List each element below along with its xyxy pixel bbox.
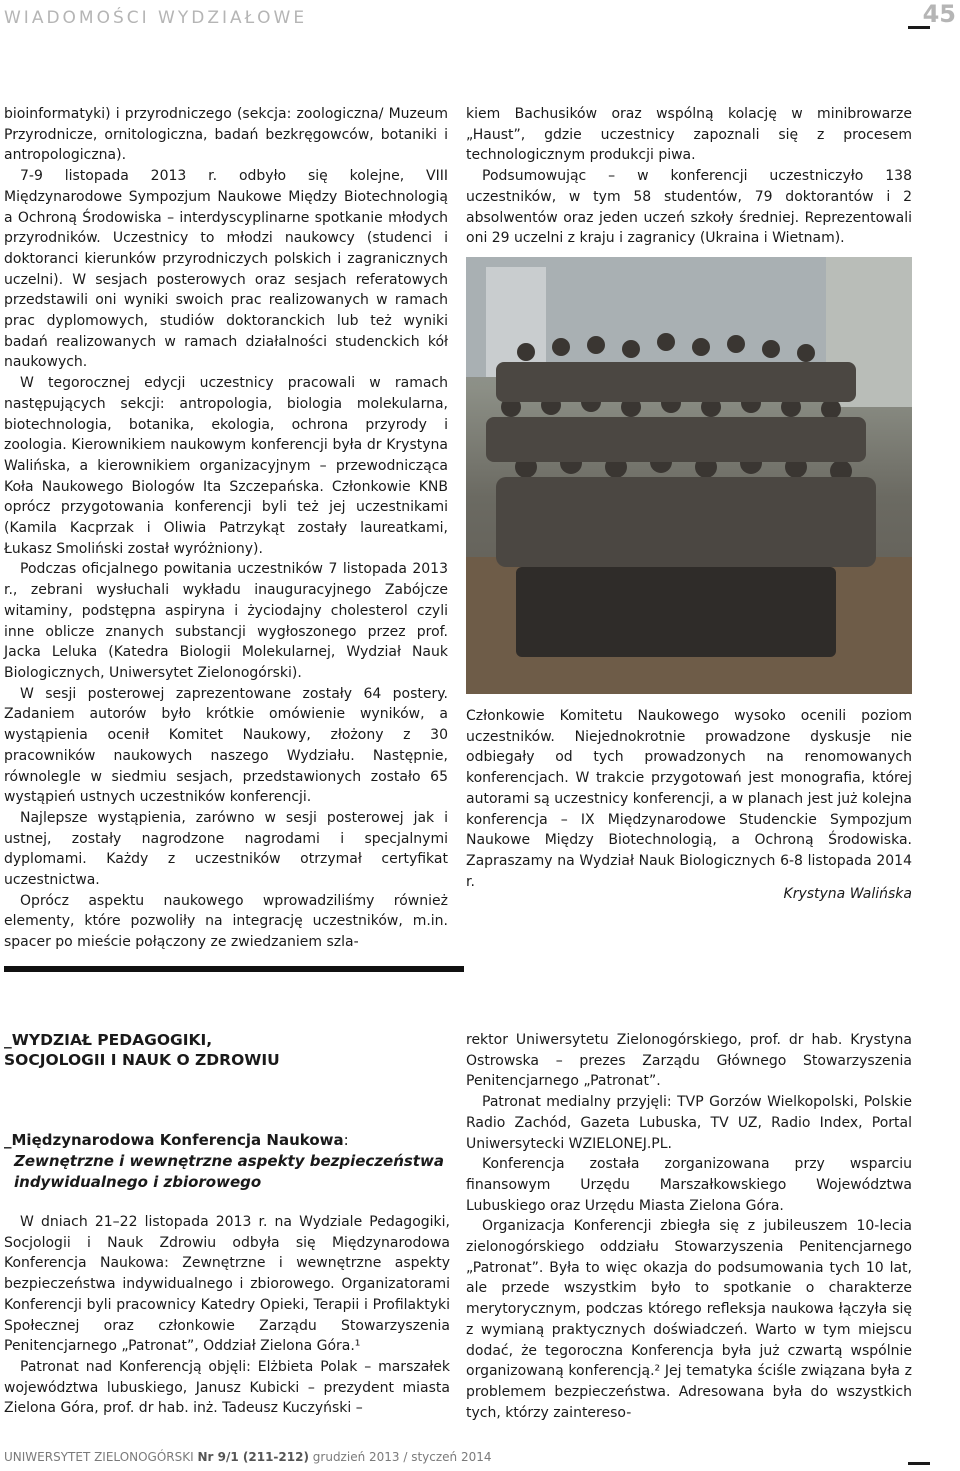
article1-column-left (4, 104, 448, 953)
paragraph: W dniach 21–22 listopada 2013 r. na Wydziale Pedagogiki, Socjologii i Nauk Zdrowiu odbyła się Międzynarodowa Konferencja Naukowa: Zewnętrzne i wewnętrzne aspekty bezpieczeństwa indywidualnego i zbiorowego. Organizatorami Konferencji byli pracownicy Katedry Opieki, Terapii i Profilaktyki Społecznej oraz członkowie Zarządu Stowarzyszenia Penitencjarnego „Patronat”, Oddział Zielona Góra.¹ (4, 1214, 450, 1355)
footer-issue: Nr 9/1 (211-212) (197, 1450, 309, 1464)
paragraph: rektor Uniwersytetu Zielonogórskiego, prof. dr hab. Krystyna Ostrowska – prezes Zarządu Głównego Stowarzyszenia Penitencjarnego „Patronat”. (466, 1032, 912, 1090)
paragraph: Podsumowując – w konferencji uczestniczyło 138 uczestników, w tym 58 studentów, 79 doktorantów i 2 absolwentów oraz jeden uczeń szkoły średniej. Reprezentowali oni 29 uczelni z kraju i zagranicy (Ukraina i Wietnam). (466, 168, 912, 247)
faculty-heading-line1: _WYDZIAŁ PEDAGOGIKI, (4, 1031, 213, 1049)
paragraph: Oprócz aspektu naukowego wprowadziliśmy również elementy, które pozwoliły na integrację uczestników, m.in. spacer po mieście połączony ze zwiedzaniem szla- (4, 892, 448, 951)
paragraph: Konferencja została zorganizowana przy wsparciu finansowym Urzędu Marszałkowskiego Województwa Lubuskiego oraz Urzędu Miasta Zielona Góra. (466, 1156, 912, 1214)
paragraph: Najlepsze wystąpienia, zarówno w sesji posterowej jak i ustnej, zostały nagrodzone nagrodami i specjalnymi dyplomami. Każdy z uczestników otrzymał certyfikat uczestnictwa. (4, 809, 448, 889)
author-signature: Krystyna Walińska (783, 886, 912, 902)
article1-column-right-top (466, 104, 912, 249)
paragraph: Organizacja Konferencji zbiegła się z jubileuszem 10-lecia zielonogórskiego oddziału Stowarzyszenia Penitencjarnego „Patronat”. Była to więc okazja do podsumowania tych 10 lat, ale przede wszystkim było to spotkanie o charakterze merytorycznym, podczas którego refleksja naukowa łączyła się z wymianą praktycznych doświadczeń. Warto w tym miejscu dodać, że tegoroczna Konferencja była już czwartą wspólnie organizowaną konferencją.² Jej tematyka ściśle związana była z problemem bezpieczeństwa. Adresowana była do wszystkich tych, którzy zaintereso- (466, 1218, 912, 1421)
paragraph: Podczas oficjalnego powitania uczestników 7 listopada 2013 r., zebrani wysłuchali wykładu inauguracyjnego Zabójcze witaminy, podstępna aspiryna i życiodajny cholesterol czyli inne oblicze znanych substancji wygłoszonego przez prof. Jacka Leluka (Katedra Biologii Molekularnej, Wydział Nauk Biologicznych, Uniwersytet Zielonogórski). (4, 561, 448, 681)
group-photo-illustration (466, 257, 912, 694)
article2-column-left (4, 1212, 450, 1419)
paragraph: W sesji posterowej zaprezentowane zostały 64 postery. Zadaniem autorów było krótkie omówienie wyników, a wystąpienia ocenił Komitet Naukowy, złożony z 30 pracowników naukowych naszego Wydziału. Następnie, równolegle w siedmiu sesjach, przedstawionych zostało 65 wystąpień ustnych uczestników konferencji. (4, 685, 448, 806)
conference-label: _Międzynarodowa Konferencja Naukowa (4, 1131, 344, 1149)
footer-date: grudzień 2013 / styczeń 2014 (312, 1450, 492, 1464)
conference-subtitle-line1: Zewnętrzne i wewnętrzne aspekty bezpieczeństwa (14, 1152, 444, 1170)
faculty-heading-line2: SOCJOLOGII I NAUK O ZDROWIU (4, 1051, 280, 1069)
paragraph: Członkowie Komitetu Naukowego wysoko ocenili poziom uczestników. Niejednokrotnie prowadzone dyskusje nie odbiegały od tych prowadzonych na renomowanych konferencjach. W trakcie przygotowań jest monografia, której autorami są uczestnicy konferencji, a w planach jest już kolejna konferencja – IX Międzynarodowe Studenckie Sympozjum Naukowe Między Biotechnologią, a Ochroną Środowiska. Zapraszamy na Wydział Nauk Biologicznych 6-8 listopada 2014 r. (466, 708, 912, 890)
page-footer (4, 1450, 492, 1464)
page-number: 45 (922, 0, 956, 28)
paragraph: kiem Bachusików oraz wspólną kolację w minibrowarze „Haust”, gdzie uczestnicy zapoznali się z procesem technologicznym produkcji piwa. (466, 106, 912, 164)
faculty-heading (4, 1030, 444, 1070)
paragraph: Patronat medialny przyjęli: TVP Gorzów Wielkopolski, Polskie Radio Zachód, Gazeta Lubuska, TV UZ, Radio Index, Portal Uniwersytecki WZIELONEJ.PL. (466, 1094, 912, 1152)
paragraph: 7-9 listopada 2013 r. odbyło się kolejne, VIII Międzynarodowe Sympozjum Naukowe Między Biotechnologią a Ochroną Środowiska – interdyscyplinarne spotkanie młodych przyrodników. Uczestnicy to młodzi naukowcy (studenci i doktoranci kierunków przyrodniczych polskich i zagranicznych uczelni). W sesjach posterowych oraz sesjach referatowych przedstawili oni wyniki swoich prac realizowanych w ramach prac dyplomowych, studiów doktoranckich lub też wyniki badań realizowanych w ramach działalności studenckich kół naukowych. (4, 168, 448, 371)
footer-university: UNIWERSYTET ZIELONOGÓRSKI (4, 1450, 194, 1464)
conference-subtitle-line2: indywidualnego i zbiorowego (14, 1173, 262, 1191)
section-header: WIADOMOŚCI WYDZIAŁOWE (4, 8, 308, 28)
group-photo (466, 257, 912, 694)
article2-column-right (466, 1030, 912, 1423)
footer-dash (908, 1462, 930, 1465)
paragraph: W tegorocznej edycji uczestnicy pracowali w ramach następujących sekcji: antropologia, biologia molekularna, biotechnologia, botanika, ekologia, ochrona przyrody i zoologia. Kierownikiem naukowym konferencji była dr Krystyna Walińska, a kierownikiem organizacyjnym – przewodnicząca Koła Naukowego Biologów Ita Szczepańska. Członkowie KNB oprócz przygotowania konferencji byli też jej uczestnikami (Kamila Kacprzak i Oliwia Patrzykąt zostały laureatkami, Łukasz Smoliński został wyróżniony). (4, 375, 448, 557)
paragraph: Patronat nad Konferencją objęli: Elżbieta Polak – marszałek województwa lubuskiego, Janusz Kubicki – prezydent miasta Zielona Góra, prof. dr hab. inż. Tadeusz Kuczyński – (4, 1358, 450, 1417)
conference-colon: : (343, 1131, 349, 1149)
conference-title (4, 1130, 444, 1193)
article1-column-right-bottom (466, 706, 912, 892)
paragraph: bioinformatyki) i przyrodniczego (sekcja: zoologiczna/ Muzeum Przyrodnicze, ornitologiczna, badań bezkręgowców, botaniki i antropologiczna). (4, 106, 448, 164)
section-divider (4, 966, 464, 972)
